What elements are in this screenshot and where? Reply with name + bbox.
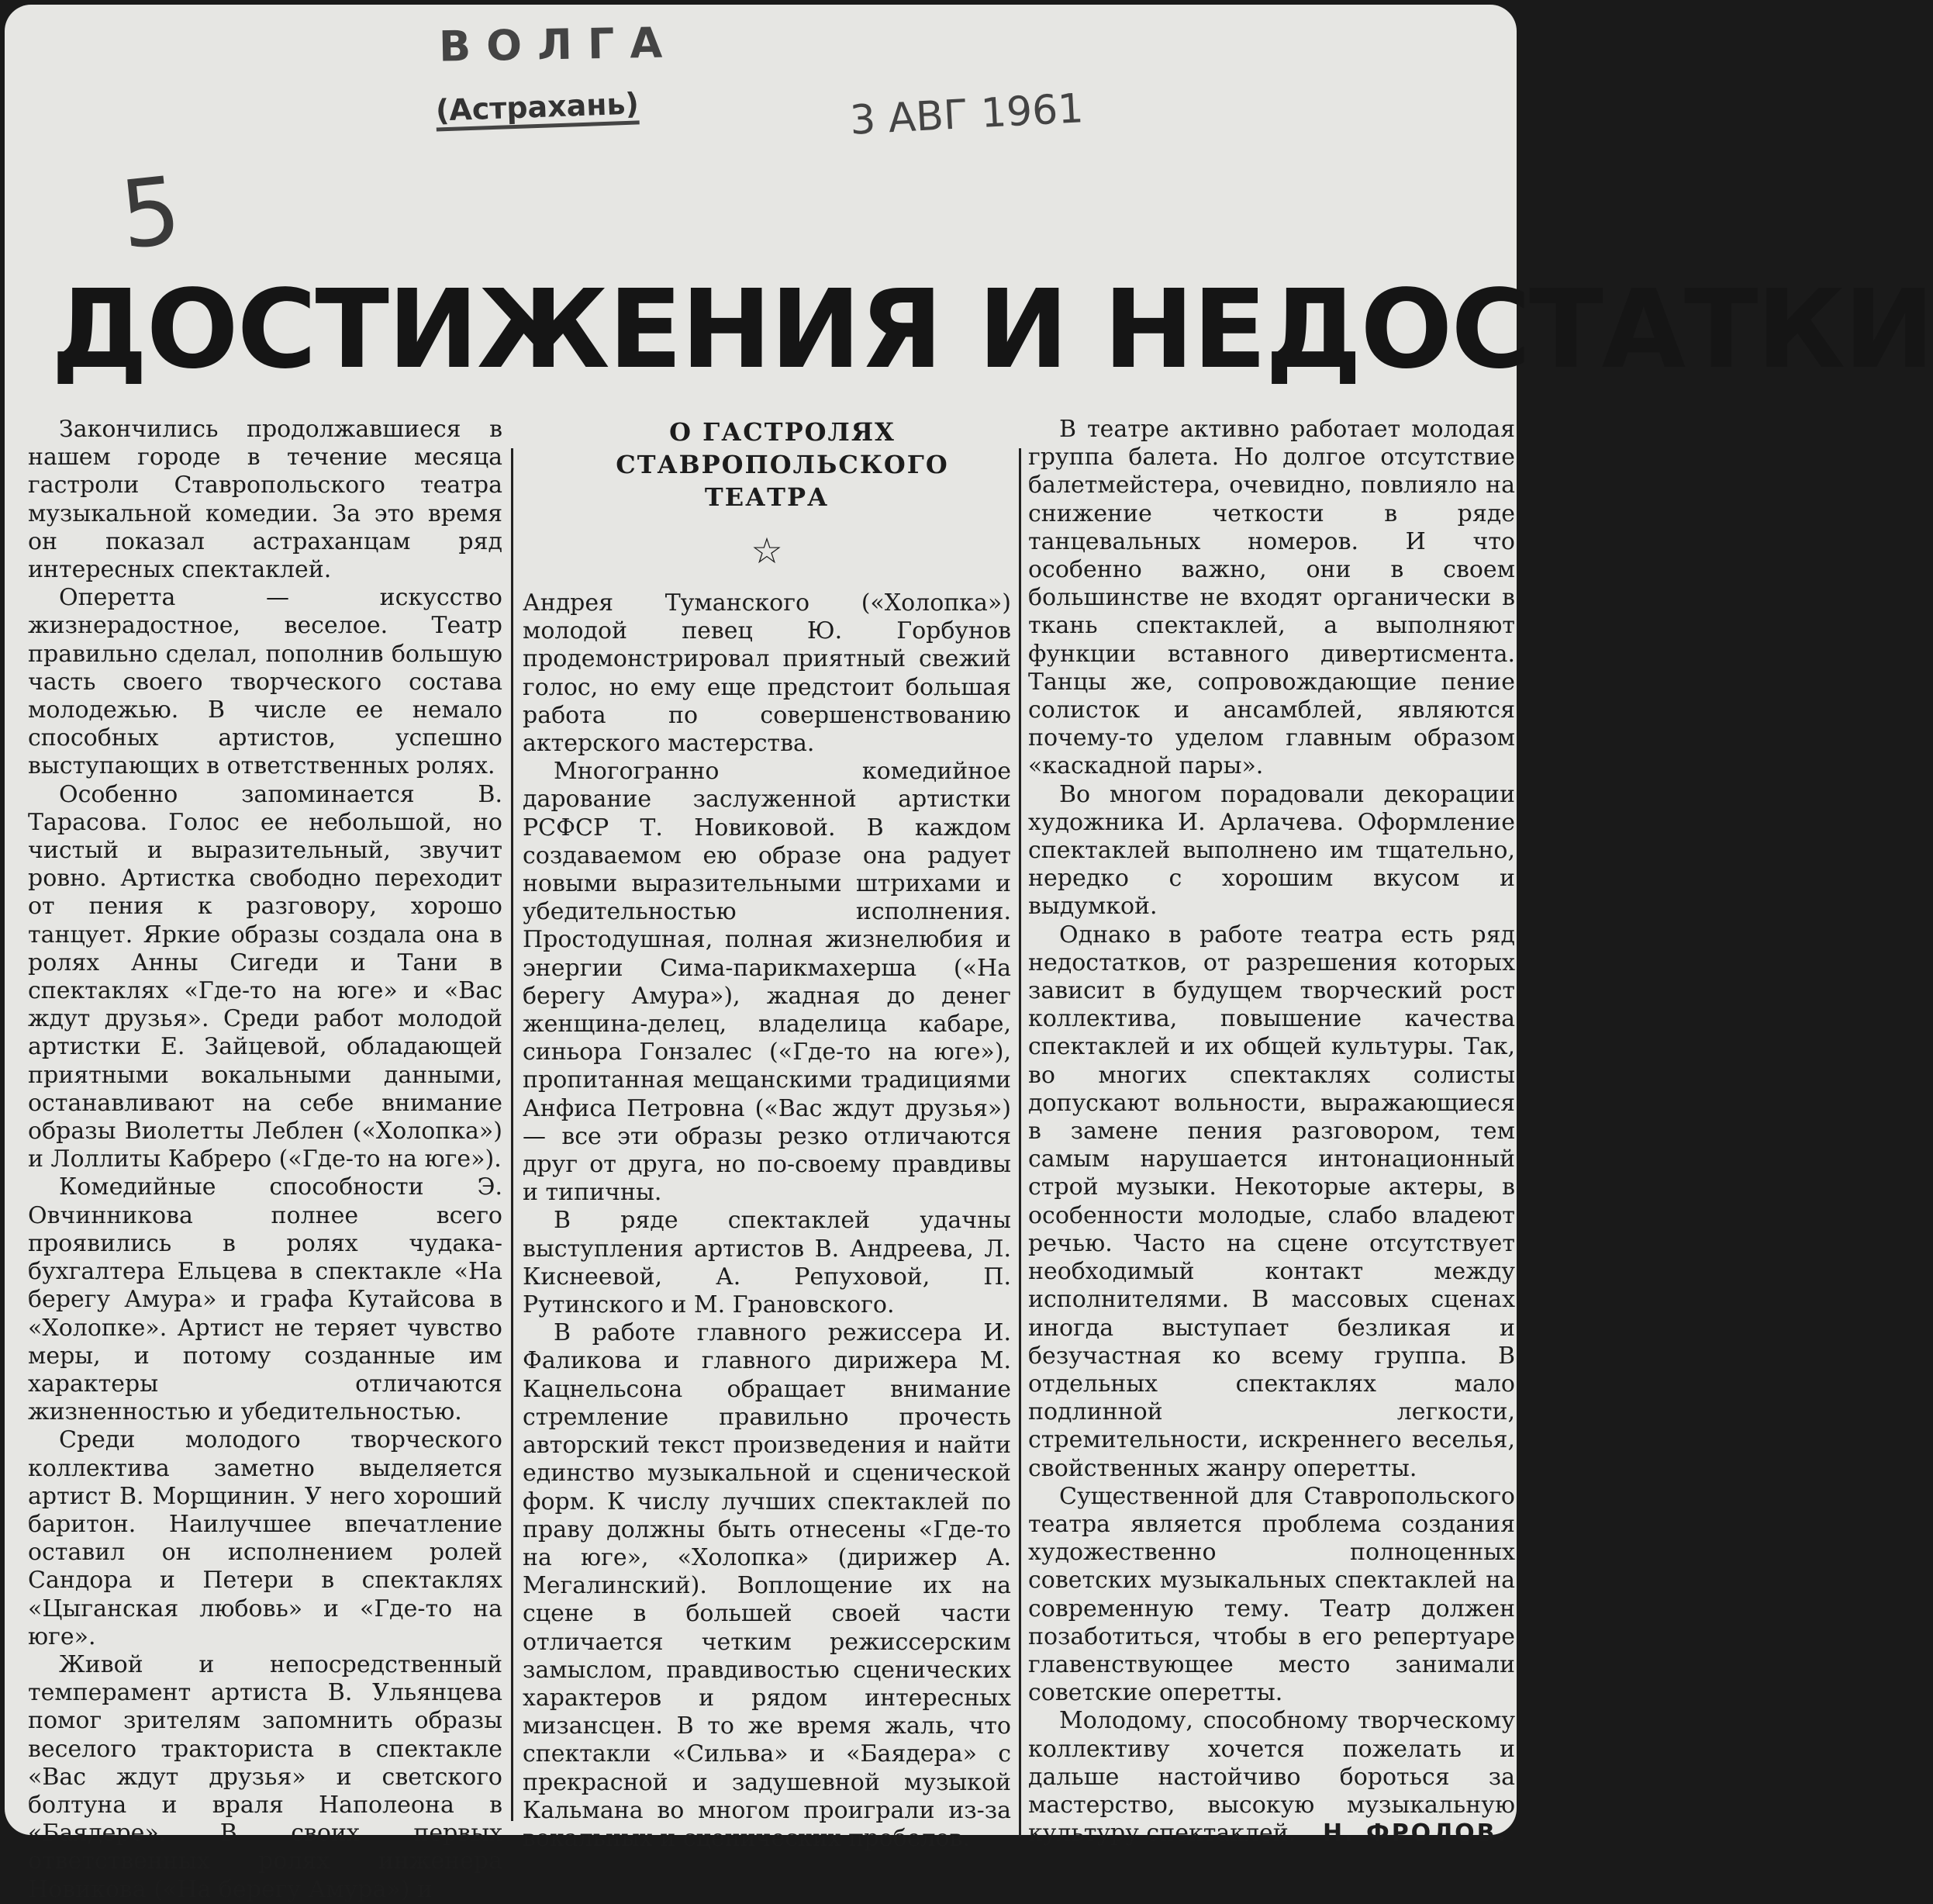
handwritten-number: 5 bbox=[115, 157, 186, 271]
article-subtitle-line-1: О ГАСТРОЛЯХ bbox=[669, 417, 896, 447]
column-1 bbox=[28, 416, 502, 1903]
city-stamp: (Астрахань) bbox=[435, 86, 640, 131]
newspaper-clipping bbox=[5, 5, 1933, 1903]
paragraph: Андрея Туманского («Холопка») молодой певец Ю. Горбунов продемонстрировал приятный свежий голос, но ему еще предстоит большая работа по совершенствованию актерского мастерства. bbox=[523, 589, 1011, 758]
article-subtitle-line-2: СТАВРОПОЛЬСКОГО ТЕАТРА bbox=[616, 450, 949, 512]
star-divider-icon: ☆ bbox=[751, 530, 783, 572]
paragraph: Особенно запоминается В. Тарасова. Голос ее небольшой, но чистый и выразительный, звучит ровно. Артистка свободно переходит от пения к разговору, хорошо танцует. Яркие образы создала она в ролях Анны Сигеди и Тани в спектаклях «Где-то на юге» и «Вас ждут друзья». Среди работ молодой артистки Е. Зайцевой, обладающей приятными вокальными данными, останавливают на себе внимание образы Виолетты Леблен («Холопка») и Лоллиты Кабреро («Где-то на юге»). bbox=[28, 780, 502, 1173]
paragraph: Закончились продолжавшиеся в нашем городе в течение месяца гастроли Ставропольского театра музыкальной комедии. За это время он показал астраханцам ряд интересных спектаклей. bbox=[28, 416, 502, 584]
paragraph: Существенной для Ставропольского театра является проблема создания художественно полноценных советских музыкальных спектаклей на современную тему. Театр должен позаботиться, чтобы в его репертуаре главенствующее место занимали советские оперетты. bbox=[1028, 1482, 1515, 1707]
paragraph: В театре активно работает молодая группа балета. Но долгое отсутствие балетмейстера, очевидно, повлияло на снижение четкости в ряде танцевальных номеров. И что особенно важно, они в своем большинстве не входят органически в ткань спектаклей, а выполняют функции вставного дивертисмента. Танцы же, сопровождающие пение солисток и ансамблей, являются почему-то уделом главным образом «каскадной пары». bbox=[1028, 416, 1515, 780]
paragraph: Живой и непосредственный темперамент артиста В. Ульянцева помог зрителям запомнить образы веселого тракториста в спектакле «Вас ждут друзья» и светского болтуна и враля Наполеона в «Баядере». В своих первых ответственных ролях инженера Новикова («На берегу Амура») и bbox=[28, 1650, 502, 1903]
date-stamp: 3 АВГ 1961 bbox=[848, 85, 1085, 144]
paragraph: Многогранно комедийное дарование заслуженной артистки РСФСР Т. Новиковой. В каждом создаваемом ею образе она радует новыми выразительными штрихами и убедительностью исполнения. Простодушная, полная жизнелюбия и энергии Сима-парикмахерша («На берегу Амура»), жадная до денег женщина-делец, владелица кабаре, синьора Гонзалес («Где-то на юге»), пропитанная мещанскими традициями Анфиса Петровна («Вас ждут друзья») — все эти образы резко отличаются друг от друга, но по-своему правдивы и типичны. bbox=[523, 758, 1011, 1207]
paragraph: В ряде спектаклей удачны выступления артистов В. Андреева, Л. Киснеевой, А. Репуховой, П. Рутинского и М. Грановского. bbox=[523, 1207, 1011, 1319]
paragraph: Молодому, способному творческому коллективу хочется пожелать и дальше настойчиво бороться за мастерство, высокую музыкальную культуру спектаклей. bbox=[1028, 1707, 1515, 1847]
author-signature: Н. ФРОЛОВ. bbox=[1323, 1819, 1508, 1847]
paragraph: Среди молодого творческого коллектива заметно выделяется артист В. Морщинин. У него хороший баритон. Наилучшее впечатление оставил он исполнением ролей Сандора и Петери в спектаклях «Цыганская любовь» и «Где-то на юге». bbox=[28, 1426, 502, 1650]
article-headline: ДОСТИЖЕНИЯ И НЕДОСТАТКИ bbox=[51, 267, 1933, 393]
column-2 bbox=[523, 416, 1011, 1852]
paragraph: В работе главного режиссера И. Фаликова и главного дирижера М. Кацнельсона обращает внимание стремление правильно прочесть авторский текст произведения и найти единство музыкальной и сценической форм. К числу лучших спектаклей по праву должны быть отнесены «Где-то на юге», «Холопка» (дирижер А. Мегалинский). Воплощение их на сцене в большей своей части отличается четким режиссерским замыслом, правдивостью сценических характеров и рядом интересных мизансцен. В то же время жаль, что спектакли «Сильва» и «Баядера» с прекрасной и задушевной музыкой Кальмана во многом проиграли из-за вокальных и сценических пробелов. bbox=[523, 1319, 1011, 1852]
paragraph: Однако в работе театра есть ряд недостатков, от разрешения которых зависит в будущем творческий рост коллектива, повышение качества спектаклей и их общей культуры. Так, во многих спектаклях солисты допускают вольности, выражающиеся в замене пения разговором, тем самым нарушается интонационный строй музыки. Некоторые актеры, в особенности молодые, слабо владеют речью. Часто на сцене отсутствует необходимый контакт между исполнителями. В массовых сценах иногда выступает безликая и безучастная ко всему группа. В отдельных спектаклях мало подлинной легкости, стремительности, искреннего веселья, свойственных жанру оперетты. bbox=[1028, 921, 1515, 1482]
paragraph: Оперетта — искусство жизнерадостное, веселое. Театр правильно сделал, пополнив большую часть своего творческого состава молодежью. В числе ее немало способных артистов, успешно выступающих в ответственных ролях. bbox=[28, 584, 502, 780]
column-divider bbox=[511, 448, 513, 1821]
paragraph: Комедийные способности Э. Овчинникова полнее всего проявились в ролях чудака-бухгалтера Ельцева в спектакле «На берегу Амура» и графа Кутайсова в «Холопке». Артист не теряет чувство меры, и потому созданные им характеры отличаются жизненностью и убедительностью. bbox=[28, 1173, 502, 1426]
column-divider bbox=[1019, 448, 1021, 1837]
newspaper-name-stamp: ВОЛГА bbox=[438, 18, 678, 71]
paragraph: Во многом порадовали декорации художника И. Арлачева. Оформление спектаклей выполнено им тщательно, нередко с хорошим вкусом и выдумкой. bbox=[1028, 780, 1515, 921]
